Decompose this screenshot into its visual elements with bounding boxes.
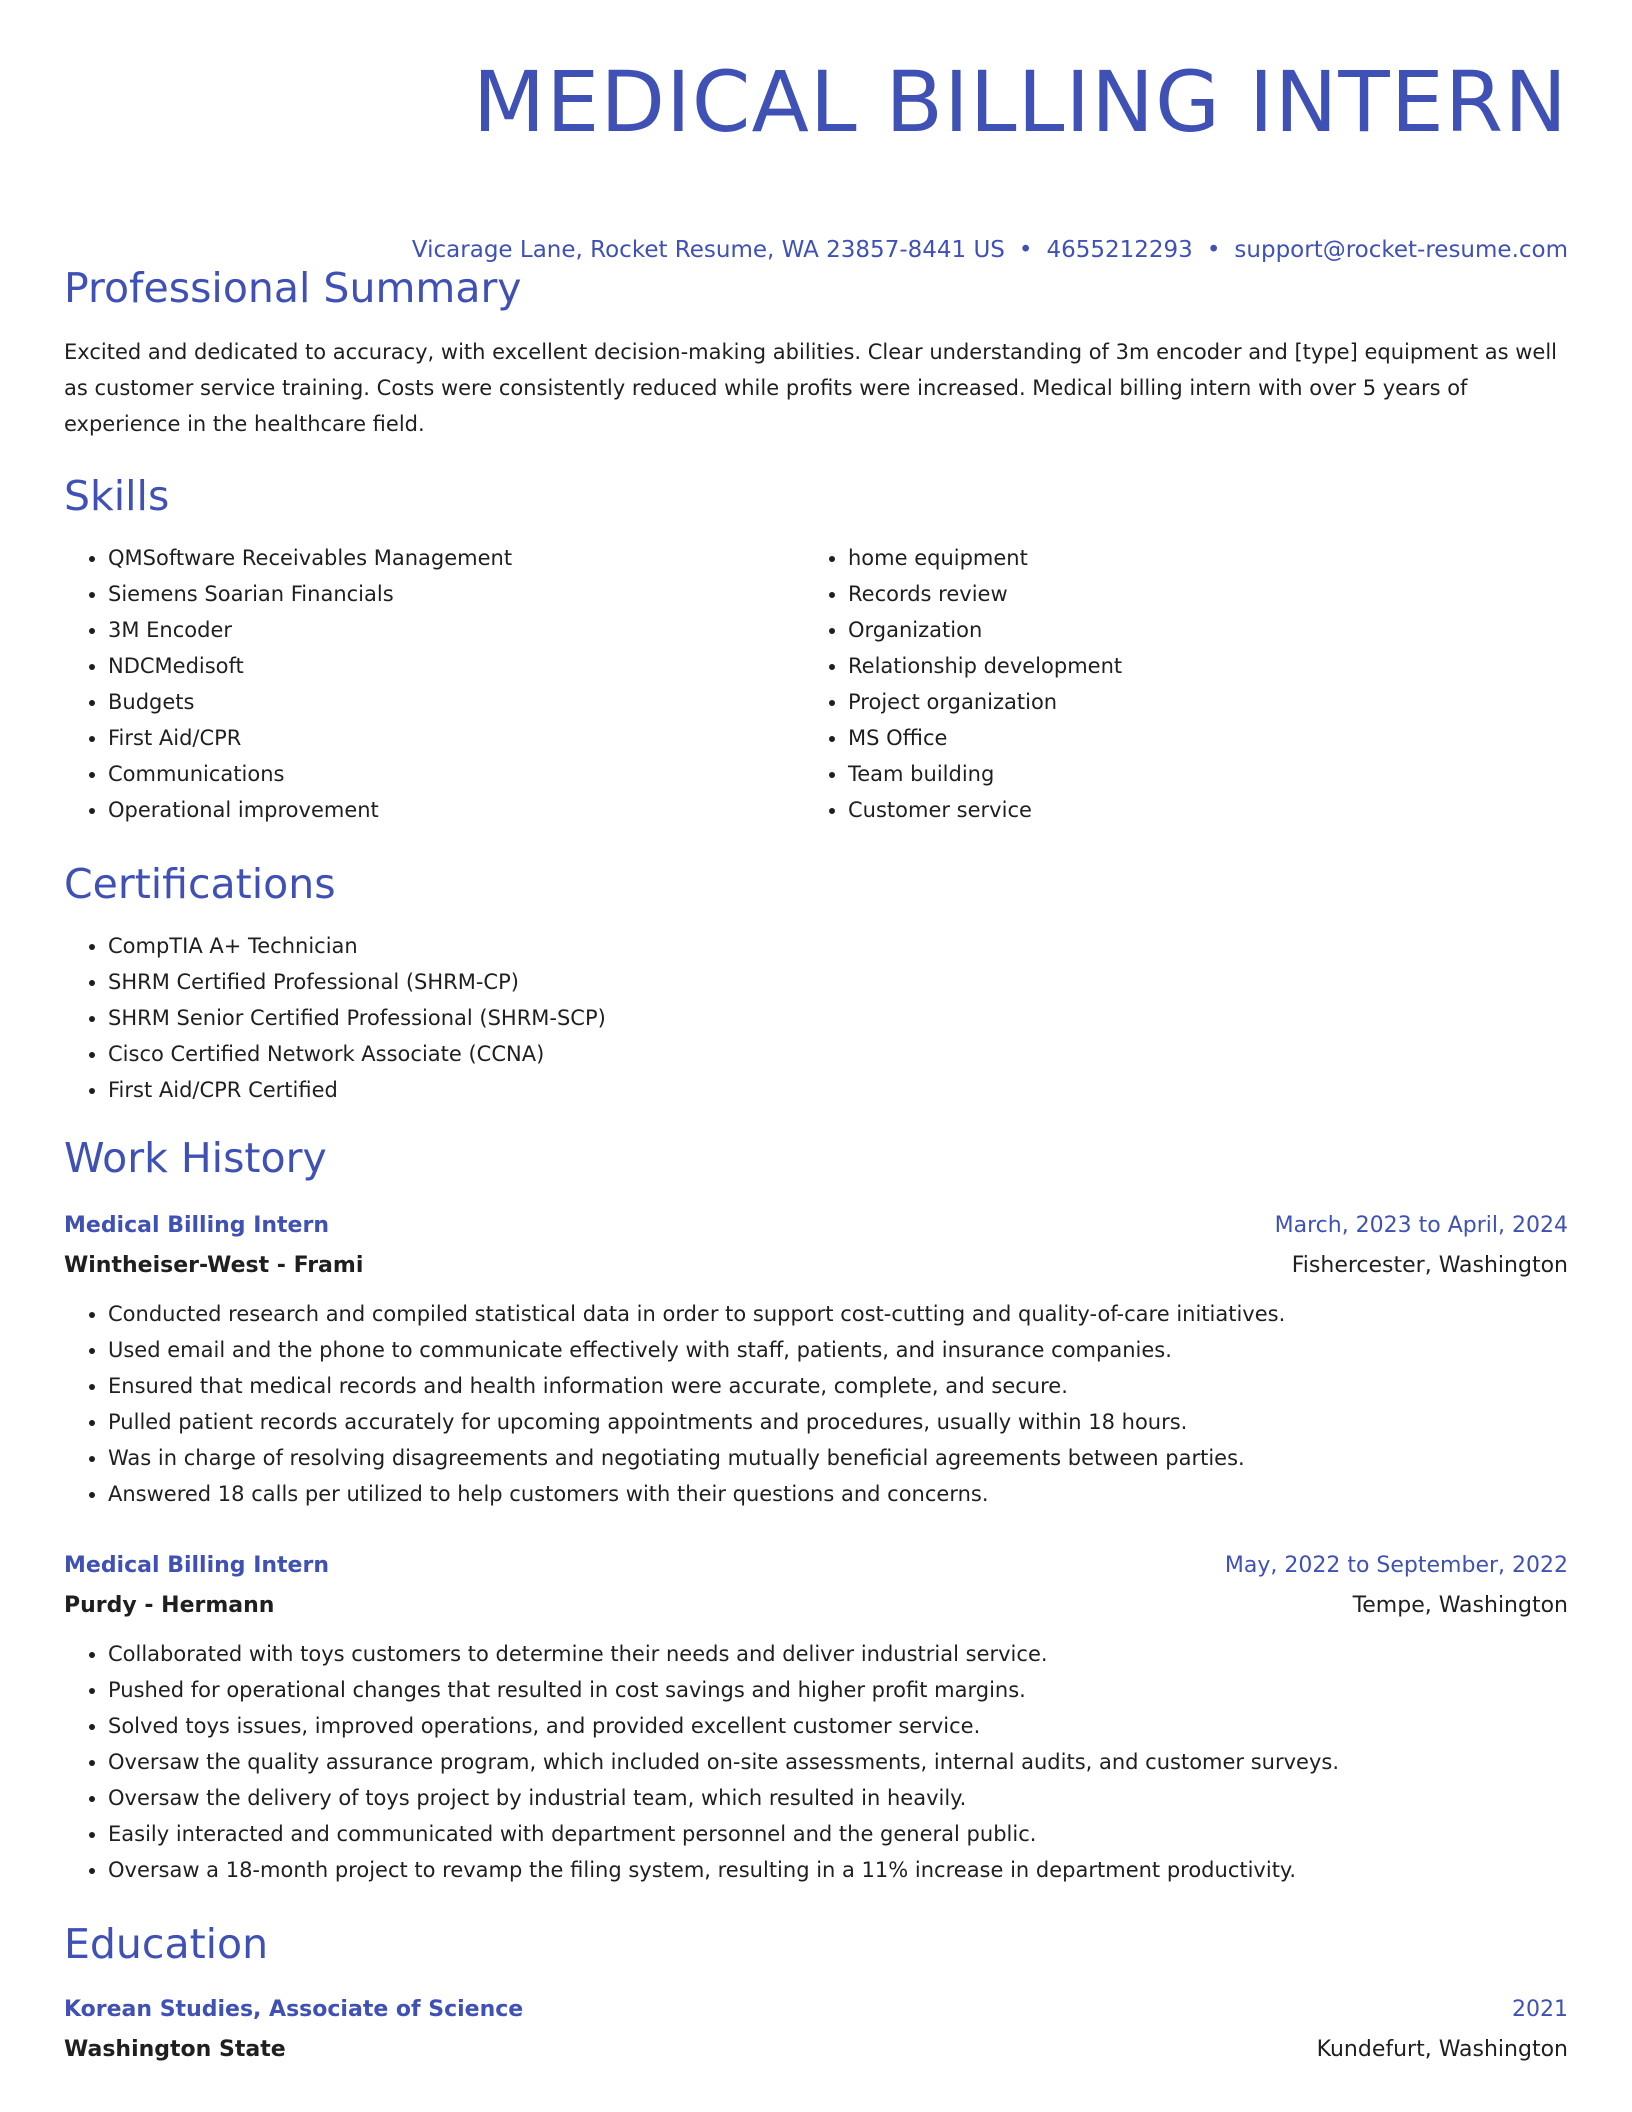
- summary-text: Excited and dedicated to accuracy, with excellent decision-making abilities. Clear understanding of 3m encoder and [type] equipment as well as customer service training. Costs were consistently reduced while profits were increased. Medical billing intern with over 5 years of experience in the healthcare field.: [64, 340, 1558, 436]
- job-entry: [64, 1206, 1568, 1512]
- skill-item: • QMSoftware Receivables Management: [108, 540, 808, 576]
- certification-item: • Cisco Certified Network Associate (CCNA): [108, 1036, 606, 1072]
- job-bullet: • Used email and the phone to communicate effectively with staff, patients, and insurance companies.: [108, 1332, 1568, 1368]
- job-bullets: [64, 1636, 1568, 1888]
- job-bullets: [64, 1296, 1568, 1512]
- skill-item: • Project organization: [848, 684, 1548, 720]
- contact-line: [412, 235, 1568, 265]
- job-bullet: • Pushed for operational changes that resulted in cost savings and higher profit margins.: [108, 1672, 1568, 1708]
- job-title: Medical Billing Intern: [64, 1553, 329, 1578]
- resume-title: MEDICAL BILLING INTERN: [472, 53, 1568, 151]
- skill-item: • home equipment: [848, 540, 1548, 576]
- job-bullet: • Collaborated with toys customers to determine their needs and deliver industrial service.: [108, 1636, 1568, 1672]
- company-name: Wintheiser-West - Frami: [64, 1253, 364, 1278]
- phone-text: 4655212293: [1046, 237, 1193, 263]
- skill-item: • First Aid/CPR: [108, 720, 808, 756]
- skill-item: • Records review: [848, 576, 1548, 612]
- job-dates: May, 2022 to September, 2022: [1224, 1553, 1568, 1578]
- skills-list-left: [64, 540, 808, 828]
- skill-item: • Operational improvement: [108, 792, 808, 828]
- job-bullet: • Oversaw a 18-month project to revamp the filing system, resulting in a 11% increase in department productivity.: [108, 1852, 1568, 1888]
- job-bullet: • Ensured that medical records and health information were accurate, complete, and secure.: [108, 1368, 1568, 1404]
- graduation-year: 2021: [1512, 1997, 1568, 2022]
- job-title: Medical Billing Intern: [64, 1213, 329, 1238]
- skill-item: • Customer service: [848, 792, 1548, 828]
- skill-item: • NDCMedisoft: [108, 648, 808, 684]
- skill-item: • Relationship development: [848, 648, 1548, 684]
- education-heading: Education: [64, 1920, 269, 1968]
- job-entry: [64, 1546, 1568, 1888]
- school-location: Kundefurt, Washington: [1316, 2037, 1568, 2062]
- skill-item: • MS Office: [848, 720, 1548, 756]
- skills-heading: Skills: [64, 472, 170, 520]
- job-bullet: • Answered 18 calls per utilized to help customers with their questions and concerns.: [108, 1476, 1568, 1512]
- job-bullet: • Easily interacted and communicated with department personnel and the general public.: [108, 1816, 1568, 1852]
- address-text: Vicarage Lane, Rocket Resume, WA 23857-8441 US: [411, 237, 1005, 263]
- certification-item: • CompTIA A+ Technician: [108, 928, 606, 964]
- certification-item: • SHRM Certified Professional (SHRM-CP): [108, 964, 606, 1000]
- skill-item: • Organization: [848, 612, 1548, 648]
- skill-item: • Team building: [848, 756, 1548, 792]
- work-history-heading: Work History: [64, 1134, 327, 1182]
- job-location: Fishercester, Washington: [1291, 1253, 1568, 1278]
- email-text: support@rocket-resume.com: [1234, 237, 1568, 263]
- job-bullet: • Oversaw the delivery of toys project by industrial team, which resulted in heavily.: [108, 1780, 1568, 1816]
- job-bullet: • Solved toys issues, improved operations, and provided excellent customer service.: [108, 1708, 1568, 1744]
- job-bullet: • Was in charge of resolving disagreements and negotiating mutually beneficial agreements between parties.: [108, 1440, 1568, 1476]
- skill-item: • 3M Encoder: [108, 612, 808, 648]
- job-dates: March, 2023 to April, 2024: [1274, 1213, 1568, 1238]
- job-bullet: • Conducted research and compiled statistical data in order to support cost-cutting and quality-of-care initiatives.: [108, 1296, 1568, 1332]
- certifications-heading: Certifications: [64, 860, 336, 908]
- education-entry: [64, 1990, 1568, 2070]
- job-location: Tempe, Washington: [1352, 1593, 1568, 1618]
- job-bullet: • Oversaw the quality assurance program, which included on-site assessments, internal audits, and customer surveys.: [108, 1744, 1568, 1780]
- company-name: Purdy - Hermann: [64, 1593, 275, 1618]
- skills-list-right: [804, 540, 1548, 828]
- contact-separator: •: [1206, 237, 1221, 263]
- summary-heading: Professional Summary: [64, 264, 522, 312]
- job-bullet: • Pulled patient records accurately for upcoming appointments and procedures, usually within 18 hours.: [108, 1404, 1568, 1440]
- skill-item: • Siemens Soarian Financials: [108, 576, 808, 612]
- degree-name: Korean Studies, Associate of Science: [64, 1997, 524, 2022]
- certification-item: • First Aid/CPR Certified: [108, 1072, 606, 1108]
- certifications-list: [64, 928, 606, 1108]
- certification-item: • SHRM Senior Certified Professional (SHRM-SCP): [108, 1000, 606, 1036]
- skill-item: • Communications: [108, 756, 808, 792]
- skill-item: • Budgets: [108, 684, 808, 720]
- school-name: Washington State: [64, 2037, 286, 2062]
- contact-separator: •: [1018, 237, 1033, 263]
